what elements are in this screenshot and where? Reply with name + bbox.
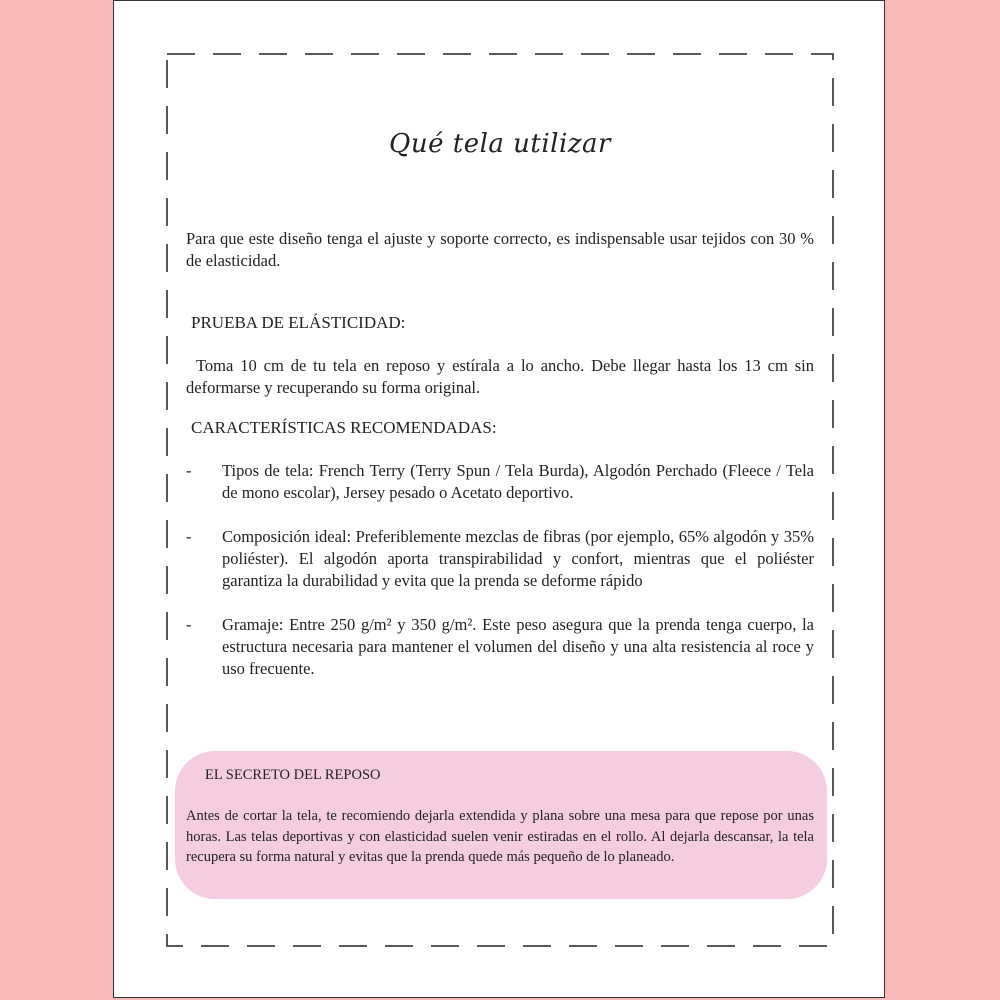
callout-title: EL SECRETO DEL REPOSO	[205, 767, 381, 783]
list-item	[186, 526, 814, 592]
page-title: Qué tela utilizar	[389, 129, 611, 159]
characteristics-list	[186, 460, 814, 702]
list-item	[186, 460, 814, 504]
bullet-dash: -	[186, 615, 192, 634]
bullet-dash: -	[186, 527, 192, 546]
list-item-text: Tipos de tela: French Terry (Terry Spun / Tela Burda), Algodón Perchado (Fleece / Tela de mono escolar), Jersey pesado o Acetato deportivo.	[222, 461, 814, 502]
list-item-text: Composición ideal: Preferiblemente mezclas de fibras (por ejemplo, 65% algodón y 35% poliéster). El algodón aporta transpirabilidad y confort, mientras que el poliéster garantiza la durabilidad y evita que la prenda se deforme rápido	[222, 527, 814, 590]
bullet-dash: -	[186, 461, 192, 480]
tip-callout-box	[175, 751, 827, 899]
list-item	[186, 614, 814, 680]
elasticity-test-text: Toma 10 cm de tu tela en reposo y estírala a lo ancho. Debe llegar hasta los 13 cm sin deformarse y recuperando su forma original.	[186, 356, 814, 397]
intro-paragraph: Para que este diseño tenga el ajuste y soporte correcto, es indispensable usar tejidos con 30 % de elasticidad.	[186, 229, 814, 270]
list-item-text: Gramaje: Entre 250 g/m² y 350 g/m². Este peso asegura que la prenda tenga cuerpo, la estructura necesaria para mantener el volumen del diseño y una alta resistencia al roce y uso frecuente.	[222, 615, 814, 678]
elasticity-test-heading: PRUEBA DE ELÁSTICIDAD:	[191, 313, 406, 332]
characteristics-heading: CARACTERÍSTICAS RECOMENDADAS:	[191, 418, 497, 437]
callout-text: Antes de cortar la tela, te recomiendo dejarla extendida y plana sobre una mesa para que repose por unas horas. Las telas deportivas y con elasticidad suelen venir estiradas en el rollo. Al dejarla descansar, la tela recupera su forma natural y evitas que la prenda quede más pequeño de lo planeado.	[186, 808, 814, 865]
document-page	[113, 0, 885, 998]
